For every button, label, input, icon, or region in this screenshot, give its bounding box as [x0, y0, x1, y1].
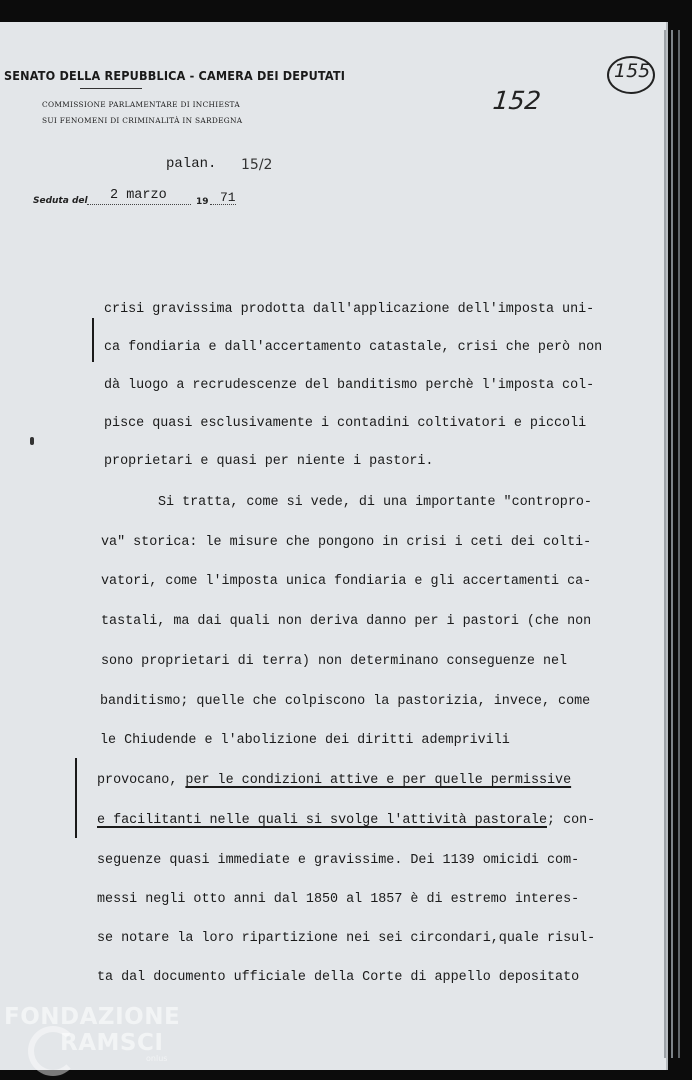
margin-mark: [92, 318, 94, 362]
letterhead-title: SENATO DELLA REPUBBLICA - CAMERA DEI DEPUTATI: [4, 68, 346, 83]
palan-label: palan.: [166, 156, 217, 172]
body-line: pisce quasi esclusivamente i contadini coltivatori e piccoli: [104, 416, 587, 431]
page-edge: [664, 30, 666, 1058]
letterhead-rule: [80, 88, 142, 89]
body-line: ca fondiaria e dall'accertamento catastale, crisi che però non: [104, 340, 603, 355]
body-line: va" storica: le misure che pongono in crisi i ceti dei colti-: [101, 535, 592, 550]
year-suffix: 71: [220, 190, 236, 205]
underlined-text: e facilitanti nelle quali si svolge l'attività pastorale: [97, 813, 547, 828]
body-text: provocano,: [97, 773, 186, 788]
commission-line-1: COMMISSIONE PARLAMENTARE DI INCHIESTA: [42, 100, 241, 109]
body-line: [97, 813, 595, 828]
body-line: messi negli otto anni dal 1850 al 1857 è di estremo interes-: [97, 892, 580, 907]
body-line: crisi gravissima prodotta dall'applicazione dell'imposta uni-: [104, 302, 595, 317]
sedute-label: Seduta del: [33, 196, 88, 206]
date-dotted-line: [87, 204, 191, 205]
watermark-suffix: onlus: [146, 1054, 168, 1063]
commission-line-2: SUI FENOMENI DI CRIMINALITÀ IN SARDEGNA: [42, 116, 243, 125]
body-text: ; con-: [547, 813, 596, 828]
body-line: vatori, come l'imposta unica fondiaria e gli accertamenti ca-: [101, 574, 592, 589]
margin-dot: [30, 437, 34, 445]
body-line: proprietari e quasi per niente i pastori.: [104, 454, 434, 469]
page-edge: [671, 30, 673, 1058]
body-line: tastali, ma dai quali non deriva danno per i pastori (che non: [101, 614, 592, 629]
body-line: Si tratta, come si vede, di una importante "contropro-: [158, 495, 592, 510]
body-line: se notare la loro ripartizione nei sei circondari,quale risul-: [97, 931, 596, 946]
body-line: le Chiudende e l'abolizione dei diritti ademprivili: [100, 733, 510, 748]
circled-number: 155: [614, 60, 651, 82]
year-prefix: 19: [196, 197, 209, 207]
body-line: dà luogo a recrudescenze del banditismo perchè l'imposta col-: [104, 378, 595, 393]
body-line: seguenze quasi immediate e gravissime. Dei 1139 omicidi com-: [97, 853, 580, 868]
margin-mark: [75, 758, 77, 838]
watermark-line-1: FONDAZIONE: [4, 1004, 181, 1030]
body-line: sono proprietari di terra) non determinano conseguenze nel: [101, 654, 568, 669]
body-line: [97, 773, 571, 788]
handwritten-page-number: 152: [491, 86, 543, 115]
page-edge: [678, 30, 680, 1058]
session-date: 2 marzo: [110, 188, 167, 203]
underlined-text: per le condizioni attive e per quelle permissive: [185, 773, 572, 788]
palan-number: 15/2: [241, 157, 273, 173]
body-line: banditismo; quelle che colpiscono la pastorizia, invece, come: [100, 694, 591, 709]
watermark-line-2: RAMSCI: [60, 1030, 164, 1056]
body-line: ta dal documento ufficiale della Corte di appello depositato: [97, 970, 580, 985]
